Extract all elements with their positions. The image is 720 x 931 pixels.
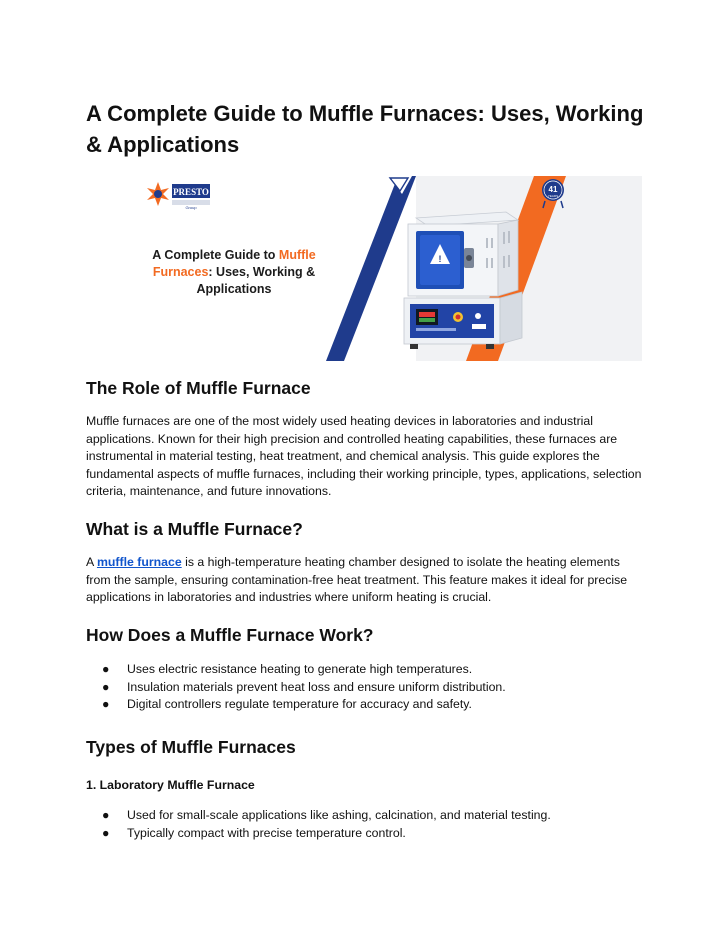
subheading-laboratory: 1. Laboratory Muffle Furnace [86, 778, 255, 792]
muffle-furnace-link[interactable]: muffle furnace [96, 555, 182, 569]
section-heading-types: Types of Muffle Furnaces [86, 737, 296, 757]
svg-text:YEARS: YEARS [547, 194, 559, 198]
list-item: ● Used for small-scale applications like ashing, calcination, and material testing. [86, 807, 551, 825]
svg-text:!: ! [438, 254, 442, 264]
list-item: ● Digital controllers regulate temperature for accuracy and safety. [86, 696, 506, 714]
page-title: A Complete Guide to Muffle Furnaces: Uses, Working & Applications [86, 101, 644, 157]
hero-headline-line1: A Complete Guide to Muffle [152, 248, 316, 262]
hero-image [86, 176, 642, 361]
list-item: ● Typically compact with precise temperature control. [86, 825, 551, 843]
section-text-what: A muffle furnace is a high-temperature heating chamber designed to isolate the heating elements from the sample, ensuring contamination-free heat treatment. This feature makes it ideal for precise applications in laboratories and industries where uniform heating is crucial. [86, 555, 628, 604]
list-item: ● Uses electric resistance heating to generate high temperatures. [86, 661, 506, 679]
section-heading-how: How Does a Muffle Furnace Work? [86, 625, 374, 645]
svg-text:Group: Group [185, 205, 197, 210]
section-text-role: Muffle furnaces are one of the most widely used heating devices in laboratories and industrial applications. Known for their high precision and controlled heating capabilities, these furnaces are instrumental in material testing, heat treatment, and chemical analysis. This guide explores the fundamental aspects of muffle furnaces, including their working principle, types, applications, selection criteria, maintenance, and future innovations. [86, 414, 642, 498]
hero-headline-line3: Applications [196, 282, 272, 296]
types-bullet-list [86, 807, 551, 842]
bullet-icon: ● [102, 808, 110, 822]
bullet-icon: ● [102, 662, 110, 676]
how-bullet-list [86, 661, 506, 714]
list-item: ● Insulation materials prevent heat loss and ensure uniform distribution. [86, 679, 506, 697]
svg-text:41: 41 [548, 185, 558, 194]
section-heading-role: The Role of Muffle Furnace [86, 378, 311, 398]
bullet-icon: ● [102, 697, 110, 711]
section-heading-what: What is a Muffle Furnace? [86, 519, 303, 539]
hero-headline-line2: Furnaces: Uses, Working & [152, 265, 316, 279]
hero-banner [86, 176, 642, 361]
muffle-furnace-image [404, 212, 522, 349]
bullet-icon: ● [102, 679, 110, 694]
bullet-icon: ● [102, 825, 110, 840]
brand-logo-text: PRESTO [173, 187, 209, 197]
